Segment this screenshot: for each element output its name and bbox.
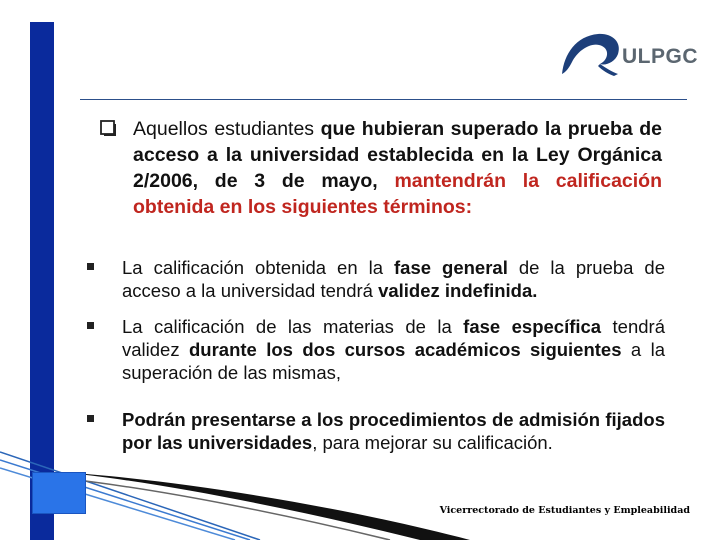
intro-part-2: que hubieran superado la prueba de acceso a la universidad establecida en la Ley Orgánica 2/2006, de 3 de mayo, [133,118,663,192]
item2-text-3: tendrá validez [122,316,665,360]
square-bullet-icon [87,322,94,329]
footer-text: Vicerrectorado de Estudiantes y Empleabilidad [439,505,690,516]
item1-text-1: La calificación obtenida en la [122,257,395,278]
intro-text [133,116,662,220]
square-bullet-icon [87,263,94,270]
decorative-swoosh-lines [0,440,720,540]
intro-part-3: mantendrán la calificación obtenida en los siguientes términos: [133,170,662,218]
item3-text-2: , para mejorar su calificación. [312,432,553,453]
item3-text-1: Podrán presentarse a los procedimientos de admisión fijados por las universidades [122,409,665,453]
item2-text-5: a la superación de las mismas, [122,339,665,383]
square-bullet-icon [87,415,94,422]
intro-paragraph [100,116,662,220]
item2-text-1: La calificación de las materias de la [122,316,464,337]
list-item-text [122,315,665,384]
item1-text-2: fase general [394,257,508,278]
item1-text-4: validez indefinida. [378,280,538,301]
blue-decorative-square [32,472,86,514]
item2-text-2: fase específica [463,316,602,337]
checkbox-bullet-icon [100,120,116,136]
list-item [87,315,665,384]
header-divider [80,99,687,100]
list-item-text [122,256,665,302]
intro-part-1: Aquellos estudiantes [133,118,321,140]
logo-text: ULPGC [622,45,698,68]
list-item [87,256,665,302]
item1-text-3: de la prueba de acceso a la universidad tendrá [122,257,666,301]
item2-text-4: durante los dos cursos académicos siguientes [188,339,622,360]
